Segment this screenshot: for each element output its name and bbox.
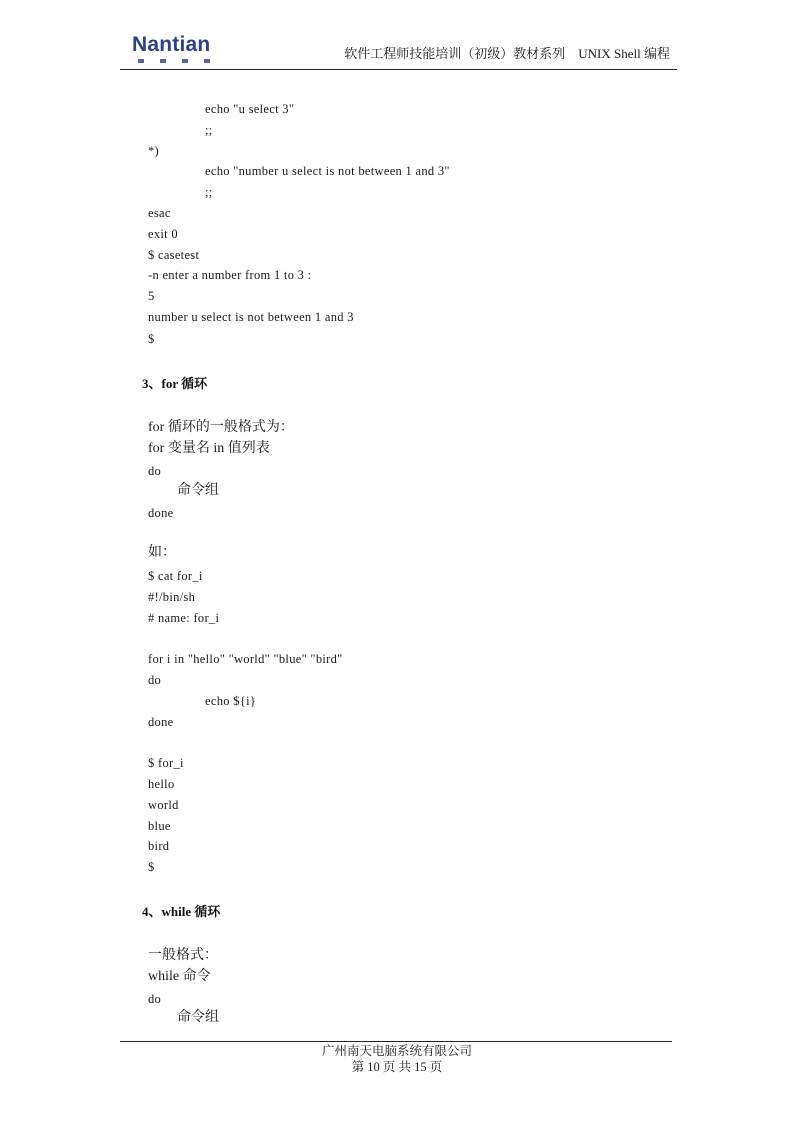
section-heading-for-loop: 3、for 循环 xyxy=(142,376,208,391)
text-line: 如： xyxy=(148,545,176,560)
code-line: do xyxy=(148,992,162,1006)
footer-divider xyxy=(120,1041,672,1042)
code-line: world xyxy=(148,798,179,812)
code-line: hello xyxy=(148,777,175,791)
code-line: done xyxy=(148,715,174,729)
code-line: echo "number u select is not between 1 and 3" xyxy=(205,164,450,178)
text-line: for 循环的一般格式为： xyxy=(148,420,294,435)
text-line: 一般格式： xyxy=(148,948,218,963)
code-line: *) xyxy=(148,144,160,158)
nantian-logo xyxy=(132,33,216,67)
code-line: $ for_i xyxy=(148,756,184,770)
footer-page-number: 第 10 页 共 15 页 xyxy=(351,1060,443,1074)
code-line: #!/bin/sh xyxy=(148,590,196,604)
code-line: esac xyxy=(148,206,171,220)
code-line: echo ${i} xyxy=(205,694,257,708)
text-line: for 变量名 in 值列表 xyxy=(148,441,270,456)
code-line: bird xyxy=(148,839,170,853)
code-line: $ xyxy=(148,332,155,346)
code-line: exit 0 xyxy=(148,227,178,241)
code-line: blue xyxy=(148,819,171,833)
header-title: 软件工程师技能培训（初级）教材系列 UNIX Shell 编程 xyxy=(344,46,670,61)
code-line: echo "u select 3" xyxy=(205,102,295,116)
footer-company: 广州南天电脑系统有限公司 xyxy=(321,1044,472,1058)
header-divider xyxy=(120,69,677,70)
code-line: do xyxy=(148,673,162,687)
code-line: $ cat for_i xyxy=(148,569,203,583)
code-line: ;; xyxy=(205,185,213,199)
logo-wordmark: Nantian xyxy=(132,33,211,56)
code-line: -n enter a number from 1 to 3 : xyxy=(148,268,312,282)
text-line: 命令组 xyxy=(177,483,219,498)
code-line: ;; xyxy=(205,123,213,137)
code-line: $ casetest xyxy=(148,248,200,262)
code-line: $ xyxy=(148,860,155,874)
code-line: number u select is not between 1 and 3 xyxy=(148,310,354,324)
code-line: # name: for_i xyxy=(148,611,220,625)
section-heading-while-loop: 4、while 循环 xyxy=(142,904,221,919)
logo-subtext-graphic xyxy=(136,58,212,64)
text-line: while 命令 xyxy=(148,969,211,984)
code-line: 5 xyxy=(148,289,155,303)
code-line: do xyxy=(148,464,162,478)
text-line: 命令组 xyxy=(177,1010,219,1025)
code-line: for i in "hello" "world" "blue" "bird" xyxy=(148,652,343,666)
code-line: done xyxy=(148,506,174,520)
